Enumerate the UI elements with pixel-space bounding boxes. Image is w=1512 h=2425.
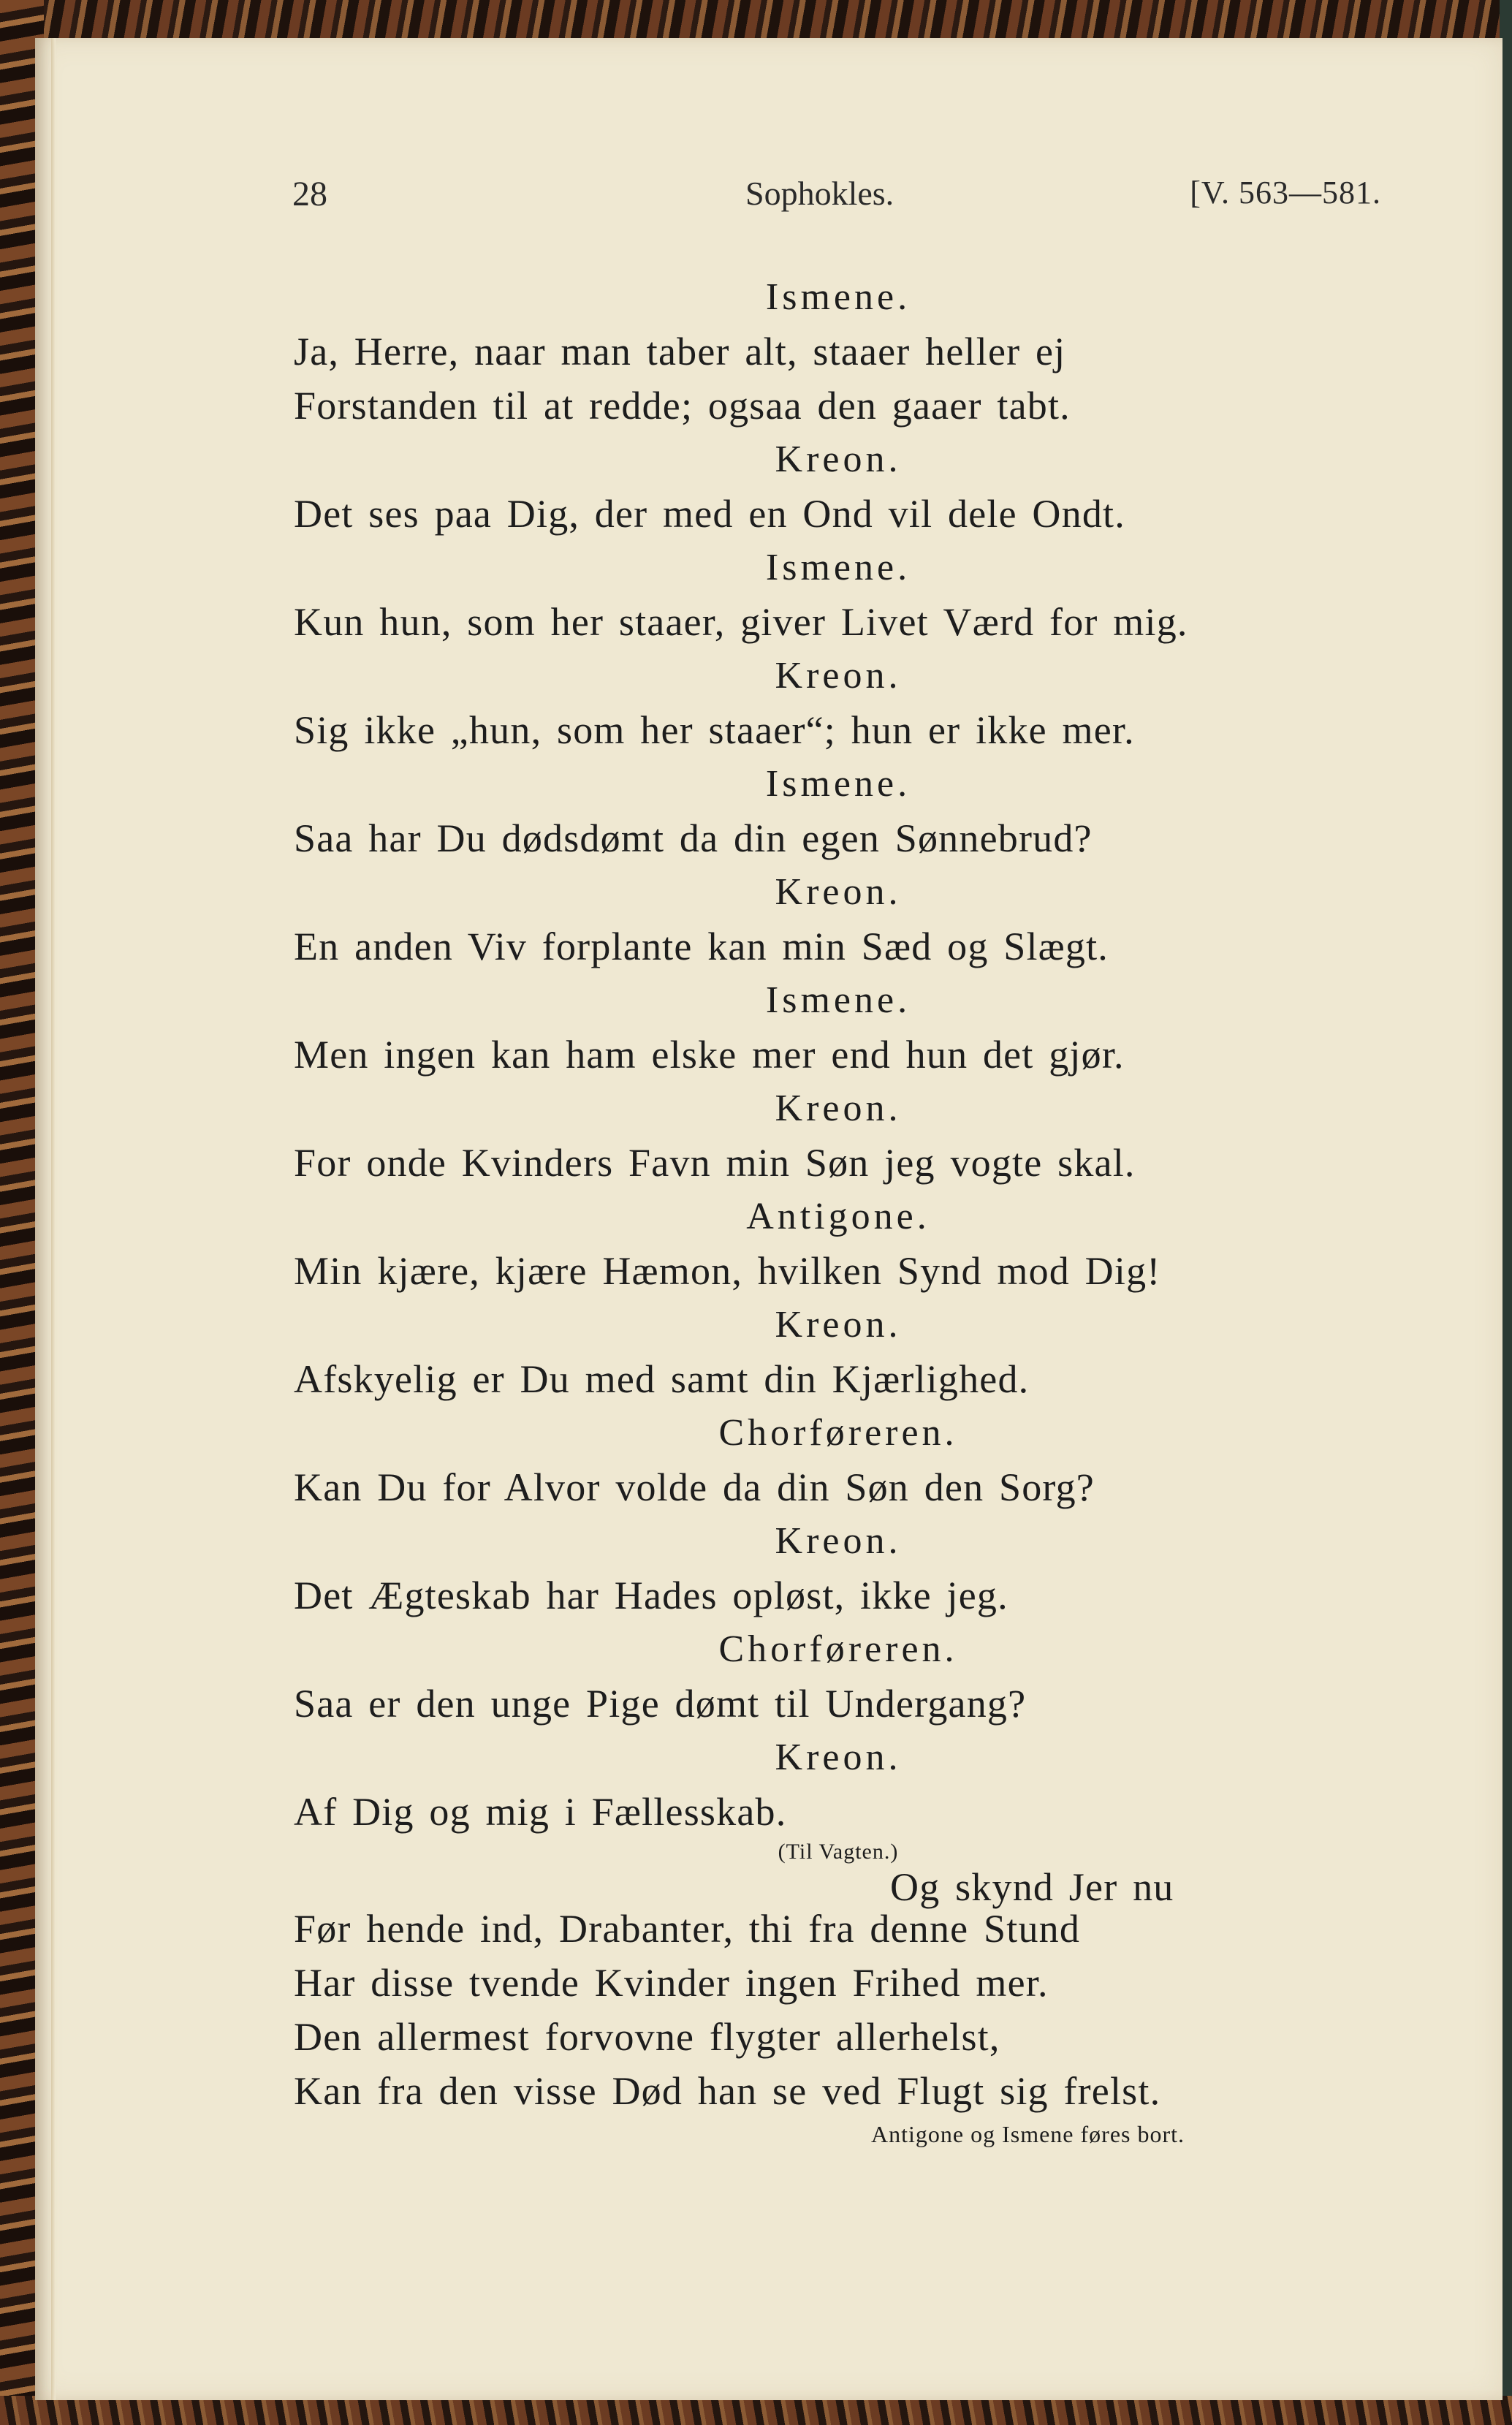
speaker-name: Chorføreren. [718,1628,958,1670]
speaker-name: Kreon. [775,871,902,913]
speaker-name: Kreon. [775,1088,902,1129]
verse-line: Af Dig og mig i Fællesskab. [294,1790,787,1834]
verse-line: Saa har Du dødsdømt da din egen Sønnebrud? [294,816,1093,860]
speaker-name: Kreon. [775,1304,902,1346]
verse-line: Det ses paa Dig, der med en Ond vil dele Ondt. [294,492,1125,536]
verse-line: Ja, Herre, naar man taber alt, staaer heller ej [294,330,1066,373]
speaker-name: Kreon. [775,439,902,480]
verse-line: Sig ikke „hun, som her staaer“; hun er ikke mer. [294,708,1135,752]
running-title: Sophokles. [745,175,894,212]
speaker-name: Kreon. [775,1520,902,1562]
verse-line: Kan fra den visse Død han se ved Flugt sig frelst. [294,2069,1161,2113]
verse-range: [V. 563—581. [1190,175,1381,210]
speaker-name: Ismene. [765,763,911,805]
speaker-name: Chorføreren. [718,1412,958,1454]
book-binding-top [0,0,1512,42]
verse-line-indented: Og skynd Jer nu [890,1865,1174,1909]
verse-line: Min kjære, kjære Hæmon, hvilken Synd mod Dig! [294,1249,1161,1293]
verse-line: Afskyelig er Du med samt din Kjærlighed. [294,1357,1030,1401]
speaker-name: Ismene. [765,276,911,318]
verse-line: Kun hun, som her staaer, giver Livet Værd for mig. [294,600,1188,644]
speaker-name: Antigone. [746,1196,930,1237]
verse-line: Saa er den unge Pige dømt til Undergang? [294,1682,1027,1726]
verse-line: Det Ægteskab har Hades opløst, ikke jeg. [294,1574,1008,1617]
verse-line: Men ingen kan ham elske mer end hun det gjør. [294,1033,1125,1077]
book-binding-bottom [0,2396,1512,2425]
page-number: 28 [292,175,327,213]
verse-line: Kan Du for Alvor volde da din Søn den Sorg? [294,1465,1095,1509]
verse-line: Har disse tvende Kvinder ingen Frihed mer. [294,1961,1049,2005]
speaker-name: Ismene. [765,547,911,588]
running-head [292,174,1381,218]
stage-direction-exit: Antigone og Ismene føres bort. [871,2121,1185,2147]
verse-line: En anden Viv forplante kan min Sæd og Slægt. [294,925,1109,968]
speaker-name: Kreon. [775,1737,902,1778]
speaker-name: Kreon. [775,655,902,697]
speaker-name: Ismene. [765,979,911,1021]
play-text [294,270,1390,2150]
verse-line: Forstanden til at redde; ogsaa den gaaer tabt. [294,384,1071,428]
verse-line: Før hende ind, Drabanter, thi fra denne Stund [294,1907,1081,1951]
dialogue [294,270,1390,1839]
verse-line: For onde Kvinders Favn min Søn jeg vogte skal. [294,1141,1136,1185]
page-gutter [51,38,56,2400]
verse-line: Den allermest forvovne flygter allerhelst, [294,2015,1000,2059]
stage-direction: (Til Vagten.) [778,1840,899,1864]
